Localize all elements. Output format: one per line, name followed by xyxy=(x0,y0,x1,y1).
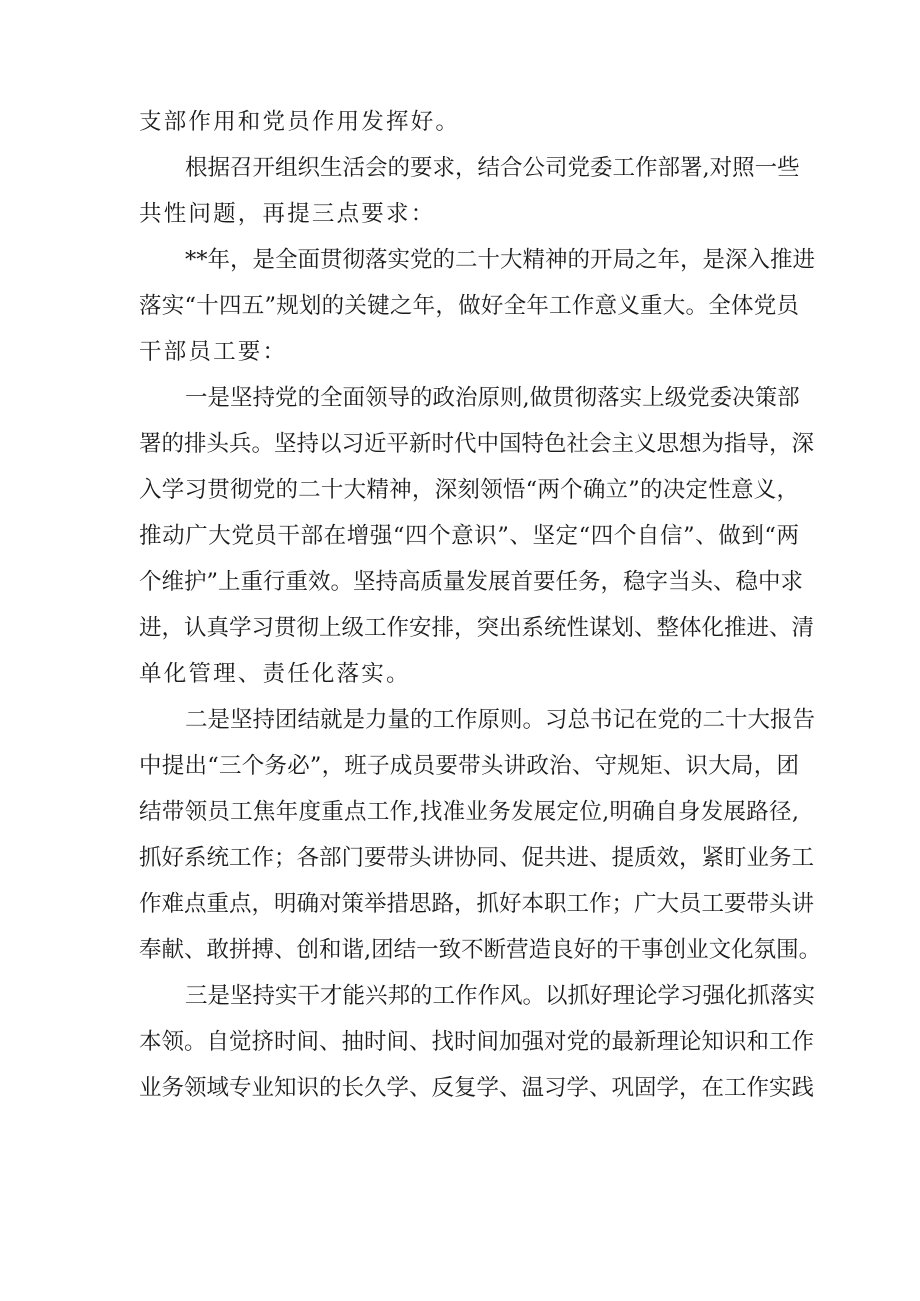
text-line: 落实“十四五”规划的关键之年，做好全年工作意义重大。全体党员 xyxy=(139,293,799,319)
text-line: 入学习贯彻党的二十大精神，深刻领悟“两个确立”的决定性意义， xyxy=(139,477,799,503)
text-line: 本领。自觉挤时间、抽时间、找时间加强对党的最新理论知识和工作 xyxy=(139,1029,815,1055)
text-line: 支部作用和党员作用发挥好。 xyxy=(139,109,461,135)
text-line: 署的排头兵。坚持以习近平新时代中国特色社会主义思想为指导，深 xyxy=(139,431,815,457)
text-line: 奉献、敢拼搏、创和谐,团结一致不断营造良好的干事创业文化氛围。 xyxy=(139,937,822,963)
text-line: 推动广大党员干部在增强“四个意识”、坚定“四个自信”、做到“两 xyxy=(139,523,799,549)
paragraph-first-line: 根据召开组织生活会的要求，结合公司党委工作部署,对照一些 xyxy=(185,155,800,181)
text-line: 结带领员工焦年度重点工作,找准业务发展定位,明确自身发展路径, xyxy=(139,799,799,825)
text-line: 业务领域专业知识的长久学、反复学、温习学、巩固学，在工作实践 xyxy=(139,1075,815,1101)
paragraph-first-line: **年，是全面贯彻落实党的二十大精神的开局之年，是深入推进 xyxy=(185,247,816,273)
text-line: 进，认真学习贯彻上级工作安排，突出系统性谋划、整体化推进、清 xyxy=(139,615,815,641)
text-line: 共性问题，再提三点要求： xyxy=(139,201,436,227)
paragraph-first-line: 一是坚持党的全面领导的政治原则,做贯彻落实上级党委决策部 xyxy=(185,385,800,411)
text-line: 作难点重点，明确对策举措思路，抓好本职工作；广大员工要带头讲 xyxy=(139,891,815,917)
text-line: 个维护”上重行重效。坚持高质量发展首要任务，稳字当头、稳中求 xyxy=(139,569,804,595)
paragraph-first-line: 二是坚持团结就是力量的工作原则。习总书记在党的二十大报告 xyxy=(185,707,816,733)
text-line: 抓好系统工作；各部门要带头讲协同、促共进、提质效，紧盯业务工 xyxy=(139,845,815,871)
paragraph-first-line: 三是坚持实干才能兴邦的工作作风。以抓好理论学习强化抓落实 xyxy=(185,983,816,1009)
text-line: 中提出“三个务必”，班子成员要带头讲政治、守规矩、识大局，团 xyxy=(139,753,799,779)
text-line: 单化管理、责任化落实。 xyxy=(139,661,411,687)
text-line: 干部员工要： xyxy=(139,339,288,365)
